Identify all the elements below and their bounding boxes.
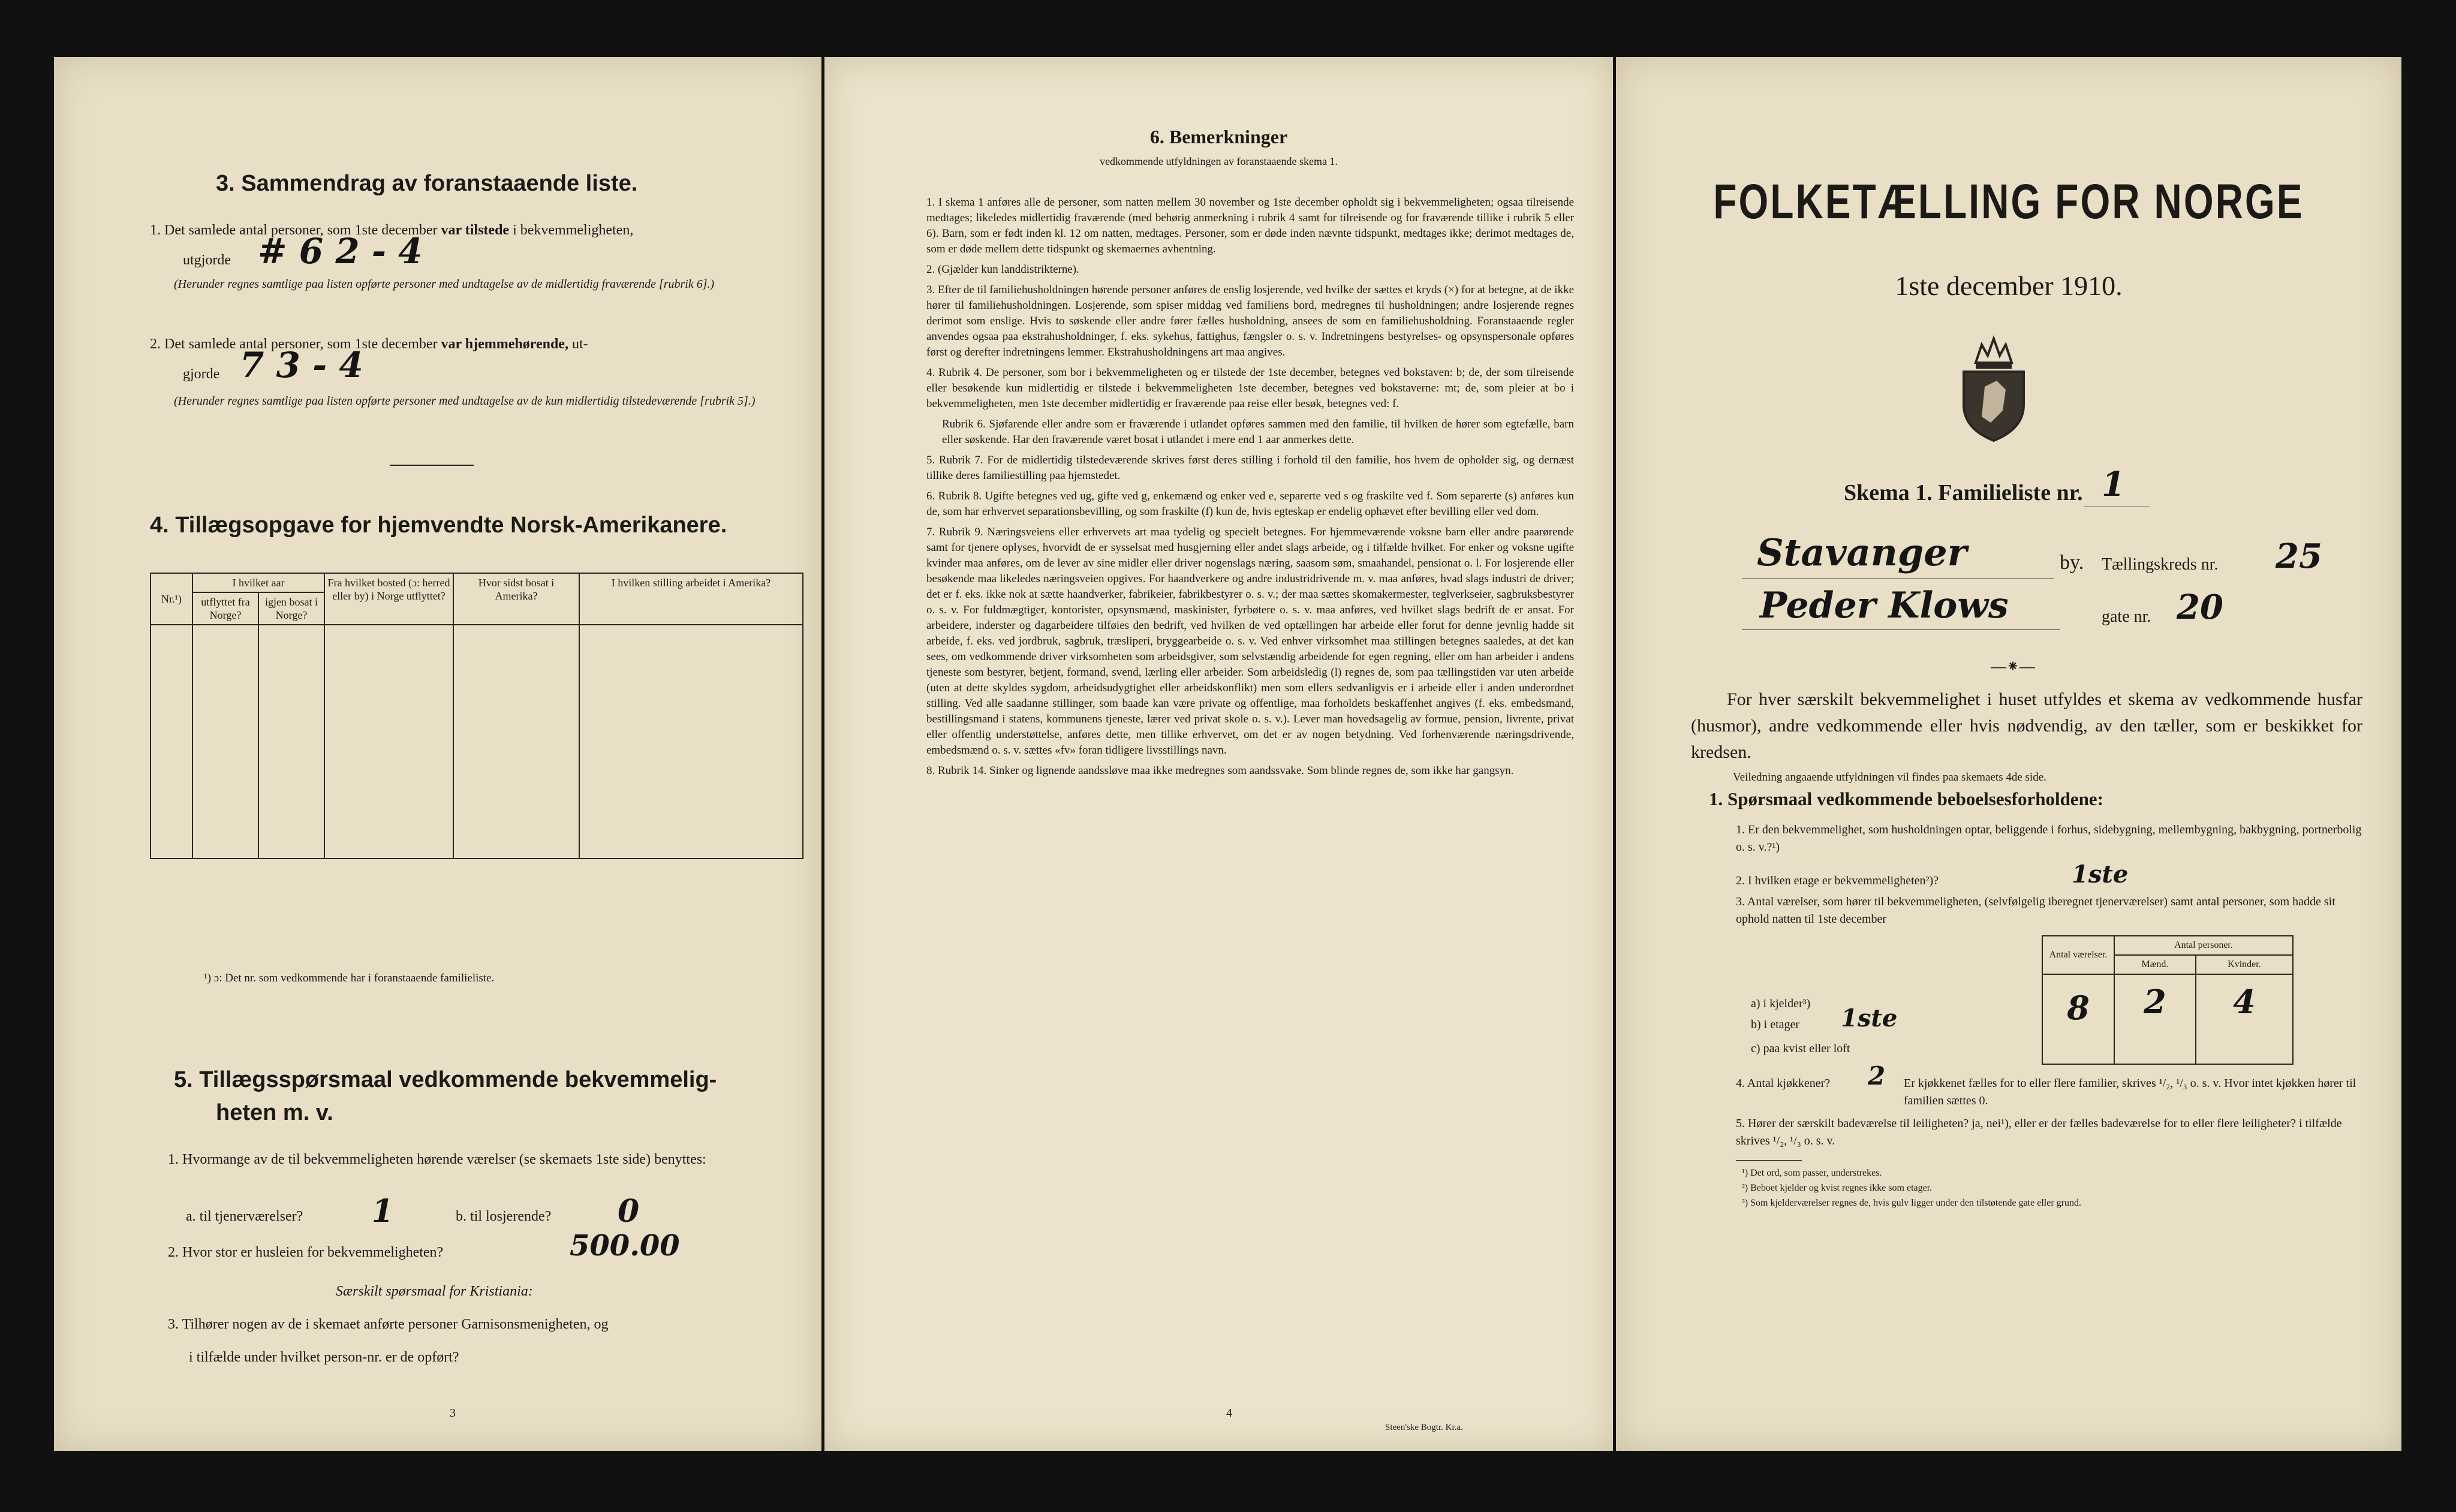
remark-4: 4. Rubrik 4. De personer, som bor i bekvemmeligheten og er tilstede der 1ste december, betegnes ved bokstaven: b; de, der som tilreisende eller besøkende kun midlertidig er tilstede i bekvemmeligheten 1ste december, betegnes ved bokstaverne: mt; de, som pleier at bo i bekvemmeligheten, men 1ste december midlertidig er fraværende paa reise eller besøk, betegnes ved: f. <box>926 366 1574 410</box>
s5-question-1: 1. Hvormange av de til bekvemmeligheten hørende værelser (se skemaets 1ste side) benyttes: <box>168 1152 706 1167</box>
s3-q1-note: (Herunder regnes samtlige paa listen opførte personer med undtagelse av de midlertidig fraværende [rubrik 6].) <box>174 278 715 291</box>
th-nr: Nr.¹) <box>151 573 192 625</box>
familieliste-nr-handwritten: 1 <box>2102 465 2125 504</box>
footnote-2: ²) Beboet kjelder og kvist regnes ikke som etager. <box>1742 1183 1933 1193</box>
question-4-rest: Er kjøkkenet fælles for to eller flere familier, skrives ¹/₂, ¹/₃ o. s. v. Hvor intet kjøkken hører til familien sættes 0. <box>1904 1077 2356 1107</box>
th-personer: Antal personer. <box>2114 936 2293 955</box>
question-4: 4. Antal kjøkkener? <box>1736 1077 1831 1090</box>
remarks-text <box>926 195 1574 784</box>
remark-3: 3. Efter de til familiehusholdningen hørende personer anføres de enslig losjerende, ved hvilke der sættes et kryds (×) for at betegne, at de ikke hører til familiehusholdningen. Losjerende, som spiser middag ved familiens bord, medregnes til husholdningen; andre losjerende regnes derimot som enslige. Hvis to søskende eller andre fører fælles husholdning, ansees de som en familiehusholdning. Foranstaaende regler anvendes ogsaa paa ekstrahusholdninger, f. eks. sykehus, fattighus, fængsler o. s. v. Indretningens bestyrelses- og opsynspersonale opføres først og derefter indretningens lemmer. Ekstrahusholdningens art maa angives. <box>926 284 1574 359</box>
divider <box>390 465 474 466</box>
s5-q1a-label: a. til tjenerværelser? <box>186 1209 303 1224</box>
th-igjen: igjen bosat i Norge? <box>258 592 324 625</box>
kitchens-handwritten: 2 <box>1868 1061 1886 1091</box>
s5-kristiania-note: Særskilt spørsmaal for Kristiania: <box>336 1284 533 1299</box>
s5-question-3b: i tilfælde under hvilket person-nr. er de opført? <box>189 1350 459 1365</box>
remarks-subtitle: vedkommende utfyldningen av foranstaaende skema 1. <box>1100 155 1338 167</box>
th-utflyttet: utflyttet fra Norge? <box>192 592 258 625</box>
row-kvist: c) paa kvist eller loft <box>1751 1042 1850 1055</box>
row-etager-handwritten: 1ste <box>1841 1004 1898 1032</box>
census-date: 1ste december 1910. <box>1895 270 2123 301</box>
ornament-icon: —⁕— <box>1991 658 2035 675</box>
middle-page <box>824 57 1613 1451</box>
section-3-title: 3. Sammendrag av foranstaaende liste. <box>216 171 638 196</box>
footnote-1: ¹) Det ord, som passer, understrekes. <box>1742 1168 1882 1178</box>
main-title: FOLKETÆLLING FOR NORGE <box>1713 174 2304 229</box>
kreds-label: Tællingskreds nr. <box>2102 555 2219 574</box>
remark-1: 1. I skema 1 anføres alle de personer, som natten mellem 30 november og 1ste december opholdt sig i bekvemmeligheten; ogsaa tilreisende medtages; likeledes midlertidig fraværende (med behørig anmerkning i rubrik 4 samt for tilreisende og for fraværende tillike i rubrik 5 eller 6). Barn, som er født inden kl. 12 om natten, medtages. Personer, som er døde inden nævnte tidspunkt, medtages ikke; derimot medtages de, som er døde mellem dette tidspunkt og skemaernes avhentning. <box>926 196 1574 255</box>
remark-5: 5. Rubrik 7. For de midlertidig tilstedeværende skrives først deres stilling i forhold til den familie, hos hvem de opholder sig, og dernæst tillike deres familiestilling paa hjemstedet. <box>926 454 1574 482</box>
section-5-title-1: 5. Tillægsspørsmaal vedkommende bekvemmelig- <box>174 1067 717 1092</box>
s3-q1-handwritten: # 6 2 - 4 <box>258 231 423 272</box>
th-amerika: Hvor sidst bosat i Amerika? <box>453 573 579 625</box>
etage-handwritten: 1ste <box>2072 860 2129 888</box>
street-handwritten: Peder Klows <box>1760 585 2009 627</box>
s3-q2-label: gjorde <box>183 366 220 382</box>
printer-credit: Steen'ske Bogtr. Kr.a. <box>1385 1423 1463 1432</box>
norway-coat-of-arms-icon <box>1949 321 2039 444</box>
s4-footnote: ¹) ɔ: Det nr. som vedkommende har i foranstaaende familieliste. <box>204 972 495 984</box>
right-page <box>1616 57 2401 1451</box>
s3-q2-handwritten: 7 3 - 4 <box>240 345 363 385</box>
question-5: 5. Hører der særskilt badeværelse til leiligheten? ja, nei¹), eller er der fælles badeværelse for to eller flere leiligheter? i tilfælde skrives ¹/₂, ¹/₃ o. s. v. <box>1736 1117 2342 1147</box>
page-number-3: 3 <box>450 1406 456 1420</box>
row-kjelder: a) i kjelder³) <box>1751 997 1811 1010</box>
kreds-handwritten: 25 <box>2276 537 2322 576</box>
s3-question-1: 1. Det samlede antal personer, som 1ste december var tilstede i bekvemmeligheten, <box>150 222 634 238</box>
gate-label: gate nr. <box>2102 607 2151 626</box>
th-stilling: I hvilken stilling arbeidet i Amerika? <box>579 573 803 625</box>
remarks-title: 6. Bemerkninger <box>1149 126 1288 147</box>
th-kvinder: Kvinder. <box>2196 955 2293 974</box>
question-3: 3. Antal værelser, som hører til bekvemmeligheten, (selvfølgelig iberegnet tjenerværelser) samt antal personer, som hadde sit ophold natten til 1ste december <box>1736 895 2335 926</box>
s3-q2-note: (Herunder regnes samtlige paa listen opførte personer med undtagelse av de kun midlertidig tilstedeværende [rubrik 5].) <box>174 394 756 408</box>
section-5-title-2: heten m. v. <box>216 1100 333 1125</box>
s5-q1b-handwritten: 0 <box>618 1193 640 1230</box>
remark-8: 8. Rubrik 14. Sinker og lignende aandssløve maa ikke medregnes som aandssvake. Som blinde regnes de, som ikke har gangsyn. <box>926 764 1514 777</box>
s3-q1-label: utgjorde <box>183 252 231 268</box>
page-number-4: 4 <box>1226 1406 1232 1420</box>
city-handwritten: Stavanger <box>1757 531 1967 574</box>
s5-question-2: 2. Hvor stor er husleien for bekvemmeligheten? <box>168 1245 444 1260</box>
gate-nr-handwritten: 20 <box>2177 588 2223 627</box>
guide-text: Veiledning angaaende utfyldningen vil findes paa skemaets 4de side. <box>1733 771 2046 784</box>
intro-text: For hver særskilt bekvemmelighet i huset utfyldes et skema av vedkommende husfar (husmor), andre vedkommende eller hvis nødvendig, av den tæller, som er beskikket for kredsen. <box>1691 689 2362 762</box>
question-2: 2. I hvilken etage er bekvemmeligheten²)? <box>1736 874 1939 887</box>
vaerelser-handwritten: 8 <box>2067 989 2090 1027</box>
by-label: by. <box>2060 552 2084 574</box>
s5-q2-handwritten: 500.00 <box>570 1229 680 1263</box>
s5-question-3a: 3. Tilhører nogen av de i skemaet anførte personer Garnisonsmenigheten, og <box>168 1317 609 1332</box>
table-row <box>2042 974 2293 1064</box>
question-1: 1. Er den bekvemmelighet, som husholdningen optar, beliggende i forhus, sidebygning, mellembygning, bakbygning, portnerbolig o. s. v.?¹) <box>1736 823 2362 854</box>
footnote-3: ³) Som kjelderværelser regnes de, hvis gulv ligger under den tilstøtende gate eller grund. <box>1742 1198 2081 1208</box>
th-maend: Mænd. <box>2114 955 2196 974</box>
maend-handwritten: 2 <box>2144 983 2166 1021</box>
left-page <box>54 57 821 1451</box>
th-bosted: Fra hvilket bosted (ɔ: herred eller by) i Norge utflyttet? <box>324 573 453 625</box>
skema-label: Skema 1. Familieliste nr. <box>1844 480 2083 505</box>
section-4-title: 4. Tillægsopgave for hjemvendte Norsk-Amerikanere. <box>150 513 727 538</box>
questions-title: 1. Spørsmaal vedkommende beboelsesforholdene: <box>1709 788 2103 809</box>
kvinder-handwritten: 4 <box>2233 983 2256 1021</box>
norsk-amerikanere-table <box>150 573 803 859</box>
row-etager: b) i etager <box>1751 1018 1800 1031</box>
th-aar: I hvilket aar <box>192 573 324 592</box>
s3-question-2: 2. Det samlede antal personer, som 1ste december var hjemmehørende, ut- <box>150 336 588 352</box>
s5-q1a-handwritten: 1 <box>372 1193 394 1230</box>
remark-2: 2. (Gjælder kun landdistrikterne). <box>926 263 1079 276</box>
remark-7: 7. Rubrik 9. Næringsveiens eller erhvervets art maa tydelig og specielt betegnes. For hjemmeværende voksne barn eller andre paarørende samt for tjenere oplyses, hvorvidt de er sysselsat med husgjerning eller andet slags arbeide, og i tilfælde hvilket. For enker og voksne ugifte kvinder maa anføres, om de lever av sine midler eller driver nogenslags næring, saasom søm, smaahandel, pensionat o. l. For losjerende eller besøkende maa likeledes næringsveien opgives. For haandverkere og andre industridrivende m. v. maa anføres, hvad slags industri de driver; det er f. eks. ikke nok at sætte haandverker, fabrikeier, fabrikbestyrer o. s. v.; der maa sættes skomakermester, teglverkseier, sagbruksbestyrer o. s. v. For fuldmægtiger, kontorister, opsynsmænd, maskinister, fyrbøtere o. s. v. maa anføres, ved hvilket slags bedrift de er ansat. For arbeidere, inderster og dagarbeidere tilføies den bedrift, ved hvilken de ved optællingen har arbeide eller forut for denne jevnlig hadde sit arbeide, f. eks. ved jordbruk, sagbruk, træsliperi, bryggearbeide o. s. v. Ved enhver virksomhet maa stillingen betegnes saaledes, at det kan sees, om vedkommende driver virksomheten som arbeidsgiver, som selvstændig arbeidende for egen regning, eller om han arbeider i andens tjeneste som bestyrer, betjent, formand, svend, lærling eller arbeider. Som arbeidsledig (l) regnes de, som paa tællingstiden var uten arbeide (uten at dette skyldes sygdom, arbeidsudygtighet eller arbeidskonflikt) men som ellers sedvanligvis er i arbeide eller i anden underordnet stilling. Ved alle saadanne stillinger, som baade kan være private og offentlige, maa forholdets beskaffenhet angives (f. eks. embedsmand, bestillingsmand i statens, kommunens tjeneste, lærer ved privat skole o. s. v.). Lever man hovedsagelig av formue, pension, livrente, privat eller offentlig understøttelse, anføres dette, men tillike erhvervet, om det er av nogen betydning. Ved forhenværende næringsdrivende, embedsmænd o. s. v. sættes «fv» foran tidligere livsstillings navn. <box>926 526 1574 757</box>
s5-q1b-label: b. til losjerende? <box>456 1209 552 1224</box>
rooms-persons-table <box>2042 935 2294 1065</box>
remark-6: 6. Rubrik 8. Ugifte betegnes ved ug, gifte ved g, enkemænd og enker ved e, separerte ved s og fraskilte ved f. Som separerte (s) anføres kun de, som har erhvervet separationsbevilling, og som fraskilte (f) kun de, hvis egteskap er endelig ophævet efter bevilling eller ved dom. <box>926 490 1574 518</box>
remark-4-rubrik-6: Rubrik 6. Sjøfarende eller andre som er fraværende i utlandet opføres sammen med den familie, til hvilken de hører som egtefælle, barn eller søskende. Har den fraværende været bosat i utlandet i mere end 1 aar anmerkes dette. <box>942 418 1574 446</box>
table-row <box>151 625 803 859</box>
th-vaerelser: Antal værelser. <box>2042 936 2114 974</box>
